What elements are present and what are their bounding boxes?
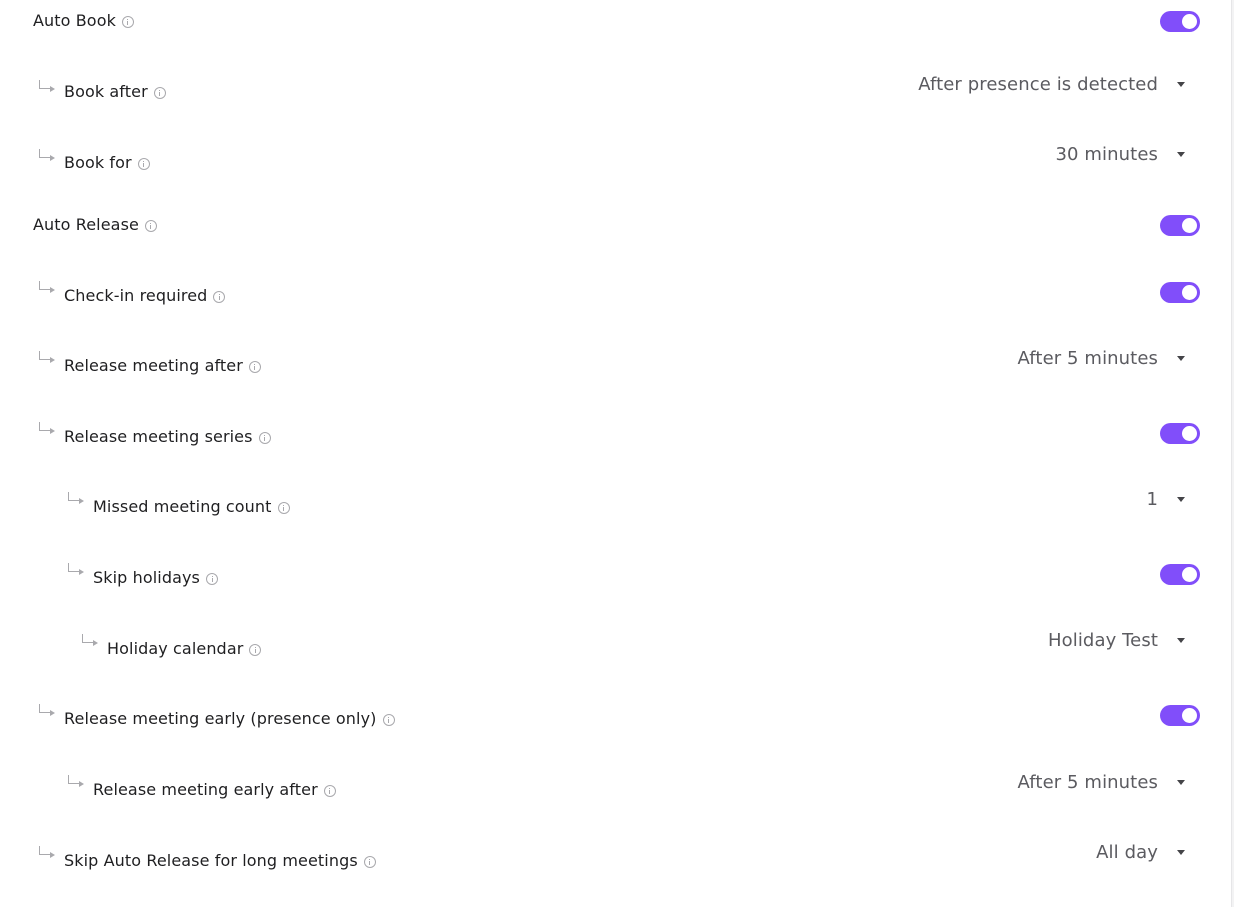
setting-row-missed-meeting-count (0, 486, 1231, 526)
setting-row-release-meeting-after (0, 345, 1231, 385)
release-meeting-early-label: Release meeting early (presence only) (64, 708, 377, 728)
release-meeting-early-after-label: Release meeting early after (93, 779, 318, 799)
book-for-label: Book for (64, 152, 132, 172)
auto-book-label: Auto Book (33, 10, 116, 30)
caret-down-icon (1177, 638, 1185, 643)
release-meeting-early-after-value: After 5 minutes (1017, 771, 1158, 793)
release-meeting-series-label: Release meeting series (64, 426, 253, 446)
missed-meeting-count-select[interactable] (1146, 487, 1185, 511)
release-meeting-after-label: Release meeting after (64, 355, 243, 375)
toggle-knob (1182, 567, 1197, 582)
release-meeting-early-after-select[interactable] (1018, 770, 1185, 794)
sub-item-arrow-icon (68, 775, 80, 784)
setting-row-skip-auto-release-long (0, 840, 1231, 880)
book-after-value: After presence is detected (918, 73, 1158, 95)
info-icon[interactable] (206, 573, 218, 585)
setting-row-book-for (0, 142, 1231, 182)
skip-auto-release-long-value: All day (1096, 841, 1158, 863)
info-icon[interactable] (259, 432, 271, 444)
skip-holidays-toggle[interactable] (1160, 564, 1200, 585)
skip-holidays-label: Skip holidays (93, 567, 200, 587)
missed-meeting-count-label: Missed meeting count (93, 496, 272, 516)
info-icon[interactable] (138, 158, 150, 170)
setting-row-release-meeting-early (0, 698, 1231, 738)
setting-row-release-meeting-early-after (0, 769, 1231, 809)
info-icon[interactable] (364, 856, 376, 868)
setting-row-auto-release (0, 204, 1231, 244)
info-icon[interactable] (122, 16, 134, 28)
toggle-knob (1182, 14, 1197, 29)
setting-row-book-after (0, 71, 1231, 111)
release-meeting-early-toggle[interactable] (1160, 705, 1200, 726)
caret-down-icon (1177, 356, 1185, 361)
caret-down-icon (1177, 152, 1185, 157)
info-icon[interactable] (154, 87, 166, 99)
check-in-required-toggle[interactable] (1160, 282, 1200, 303)
setting-row-check-in-required (0, 275, 1231, 315)
book-for-value: 30 minutes (1055, 143, 1158, 165)
info-icon[interactable] (278, 502, 290, 514)
caret-down-icon (1177, 82, 1185, 87)
release-meeting-after-select[interactable] (1018, 346, 1185, 370)
toggle-knob (1182, 285, 1197, 300)
caret-down-icon (1177, 497, 1185, 502)
check-in-required-label: Check-in required (64, 285, 208, 305)
auto-release-label: Auto Release (33, 214, 139, 234)
book-after-select[interactable] (918, 72, 1185, 96)
sub-item-arrow-icon (39, 281, 51, 290)
missed-meeting-count-value: 1 (1146, 488, 1158, 510)
setting-row-skip-holidays (0, 557, 1231, 597)
auto-release-toggle[interactable] (1160, 215, 1200, 236)
book-after-label: Book after (64, 81, 148, 101)
caret-down-icon (1177, 780, 1185, 785)
toggle-knob (1182, 708, 1197, 723)
toggle-knob (1182, 426, 1197, 441)
sub-item-arrow-icon (39, 80, 51, 89)
holiday-calendar-value: Holiday Test (1047, 629, 1158, 651)
sub-item-arrow-icon (39, 149, 51, 158)
sub-item-arrow-icon (39, 422, 51, 431)
info-icon[interactable] (249, 361, 261, 373)
setting-row-release-meeting-series (0, 416, 1231, 456)
caret-down-icon (1177, 850, 1185, 855)
release-meeting-series-toggle[interactable] (1160, 423, 1200, 444)
sub-item-arrow-icon (39, 704, 51, 713)
sub-item-arrow-icon (68, 492, 80, 501)
sub-item-arrow-icon (68, 563, 80, 572)
sub-item-arrow-icon (82, 634, 94, 643)
toggle-knob (1182, 218, 1197, 233)
setting-row-holiday-calendar (0, 628, 1231, 668)
auto-book-toggle[interactable] (1160, 11, 1200, 32)
info-icon[interactable] (145, 220, 157, 232)
sub-item-arrow-icon (39, 846, 51, 855)
book-for-select[interactable] (1056, 142, 1186, 166)
setting-row-auto-book (0, 0, 1231, 40)
info-icon[interactable] (383, 714, 395, 726)
holiday-calendar-label: Holiday calendar (107, 638, 244, 658)
holiday-calendar-select[interactable] (1048, 628, 1185, 652)
info-icon[interactable] (324, 785, 336, 797)
info-icon[interactable] (213, 291, 225, 303)
sub-item-arrow-icon (39, 351, 51, 360)
skip-auto-release-long-select[interactable] (1096, 840, 1185, 864)
skip-auto-release-long-label: Skip Auto Release for long meetings (64, 850, 358, 870)
release-meeting-after-value: After 5 minutes (1017, 347, 1158, 369)
info-icon[interactable] (249, 644, 261, 656)
